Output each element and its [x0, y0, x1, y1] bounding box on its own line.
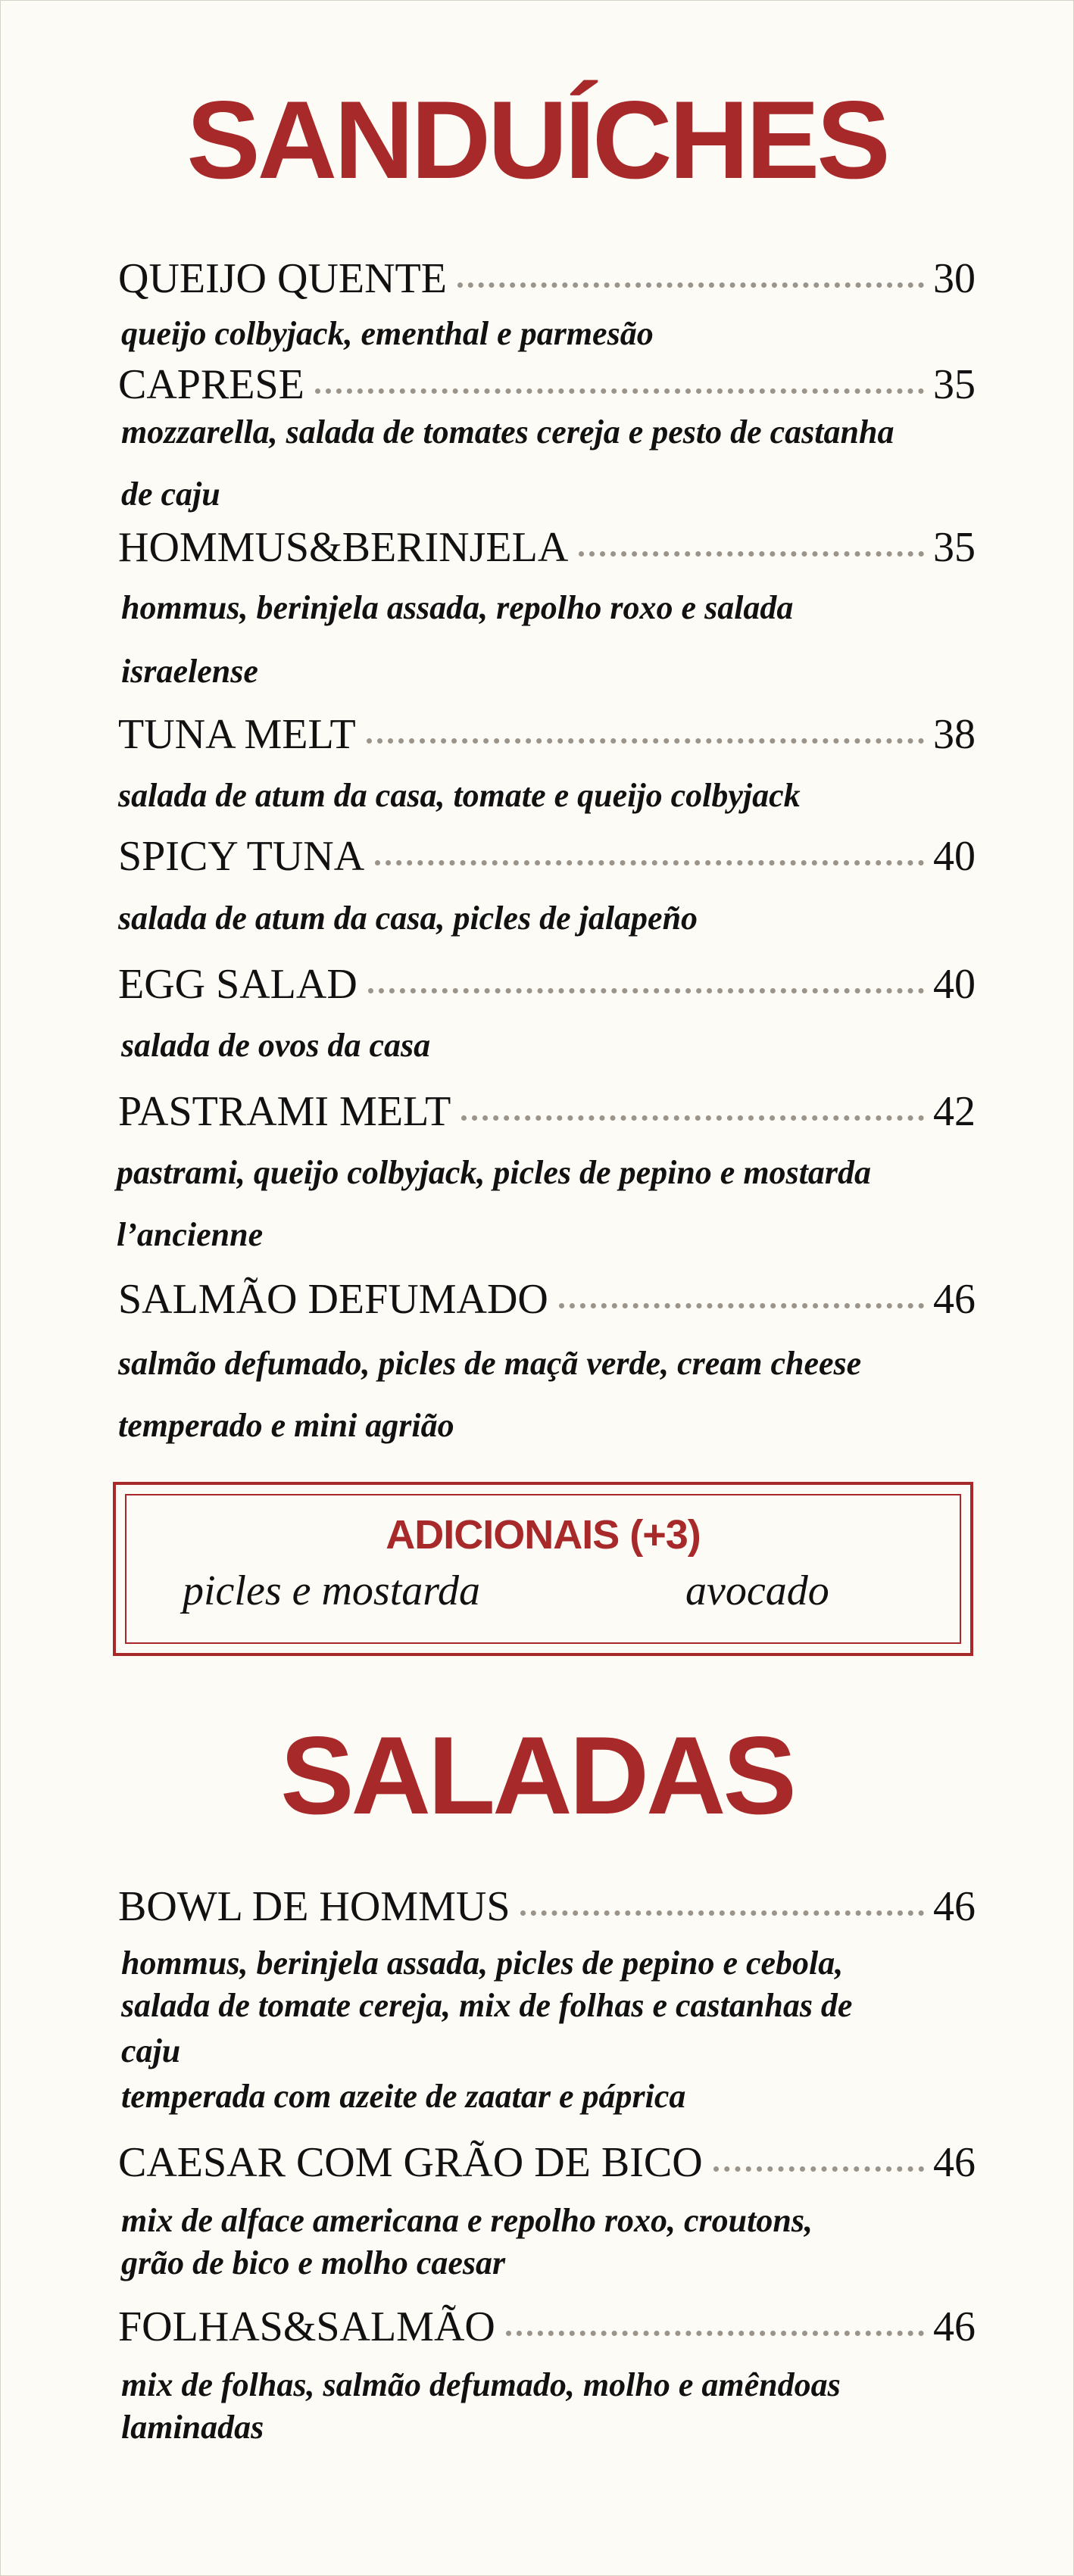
description-line: salada de atum da casa, picles de jalapeño [118, 900, 698, 937]
description-line: temperado e mini agrião [118, 1407, 454, 1444]
dot-leader [713, 2166, 924, 2172]
item-description [121, 1022, 977, 1069]
menu-item-caesar-com-grao-de-bico [118, 2141, 976, 2184]
dot-leader [461, 1115, 924, 1121]
menu-item-salmao-defumado [118, 1278, 976, 1321]
description-line: laminadas [121, 2409, 264, 2446]
description-line: hommus, berinjela assada, repolho roxo e salada [121, 589, 794, 626]
menu-item-tuna-melt [118, 713, 976, 756]
item-description [121, 2200, 977, 2284]
menu-item-pastrami-melt [118, 1090, 976, 1133]
item-name: SPICY TUNA [118, 833, 365, 880]
menu-item-bowl-de-hommus [118, 1885, 976, 1928]
dot-leader [457, 282, 924, 288]
item-name: SALMÃO DEFUMADO [118, 1276, 548, 1323]
item-name: BOWL DE HOMMUS [118, 1883, 510, 1930]
menu-item-queijo-quente [118, 257, 976, 300]
item-price: 40 [933, 833, 976, 880]
dot-leader [506, 2331, 924, 2336]
item-price: 42 [933, 1088, 976, 1135]
item-price: 40 [933, 961, 976, 1008]
item-price: 46 [933, 2303, 976, 2350]
item-name: EGG SALAD [118, 961, 357, 1008]
description-line: l’ancienne [117, 1216, 264, 1253]
item-description [118, 1340, 974, 1449]
item-description [121, 409, 977, 518]
menu-item-hommus-berinjela [118, 526, 976, 569]
description-line: israelense [121, 653, 258, 690]
description-line: queijo colbyjack, ementhal e parmesão [121, 315, 654, 352]
item-name: CAESAR COM GRÃO DE BICO [118, 2139, 703, 2186]
item-price: 46 [933, 1883, 976, 1930]
item-price: 46 [933, 2139, 976, 2186]
item-price: 35 [933, 361, 976, 408]
dot-leader [559, 1303, 924, 1308]
adicionais-box [113, 1482, 973, 1656]
adicional-item: avocado [685, 1567, 829, 1614]
item-name: TUNA MELT [118, 711, 356, 758]
item-description [118, 772, 974, 819]
dot-leader [579, 551, 924, 557]
menu-item-folhas-salmao [118, 2303, 976, 2350]
dot-leader [315, 388, 924, 394]
item-price: 30 [933, 255, 976, 302]
dot-leader [520, 1910, 924, 1916]
dot-leader [368, 988, 924, 993]
description-line: salada de tomate cereja, mix de folhas e castanhas de [121, 1987, 853, 2024]
item-description [121, 2364, 977, 2449]
description-line: caju [121, 2032, 181, 2069]
item-description [121, 310, 977, 357]
item-price: 35 [933, 524, 976, 571]
item-description [118, 895, 974, 942]
item-price: 38 [933, 711, 976, 758]
adicionais-title: ADICIONAIS (+3) [386, 1512, 701, 1558]
description-line: grão de bico e molho caesar [121, 2244, 506, 2281]
section-title-saladas: SALADAS [280, 1714, 794, 1837]
item-description [121, 1942, 977, 2118]
menu-item-caprese [118, 363, 976, 406]
adicional-item: picles e mostarda [183, 1567, 480, 1614]
description-line: temperada com azeite de zaatar e páprica [121, 2078, 686, 2115]
description-line: pastrami, queijo colbyjack, picles de pepino e mostarda [117, 1154, 872, 1191]
description-line: mix de folhas, salmão defumado, molho e amêndoas [121, 2366, 841, 2403]
description-line: salada de atum da casa, tomate e queijo colbyjack [118, 777, 801, 814]
item-name: FOLHAS&SALMÃO [118, 2303, 495, 2350]
menu-item-egg-salad [118, 963, 976, 1006]
item-name: QUEIJO QUENTE [118, 255, 447, 302]
item-name: HOMMUS&BERINJELA [118, 524, 569, 571]
item-price: 46 [933, 1276, 976, 1323]
description-line: mozzarella, salada de tomates cereja e pesto de castanha [121, 413, 894, 451]
item-description [117, 1149, 973, 1258]
dot-leader [367, 738, 924, 744]
description-line: salada de ovos da casa [121, 1027, 431, 1064]
item-name: CAPRESE [118, 361, 304, 408]
description-line: mix de alface americana e repolho roxo, croutons, [121, 2202, 813, 2239]
menu-item-spicy-tuna [118, 835, 976, 878]
description-line: de caju [121, 476, 220, 513]
description-line: hommus, berinjela assada, picles de pepino e cebola, [121, 1944, 844, 1982]
item-description [121, 585, 977, 695]
description-line: salmão defumado, picles de maçã verde, cream cheese [118, 1345, 862, 1382]
section-title-sanduiches: SANDUÍCHES [186, 78, 888, 201]
item-name: PASTRAMI MELT [118, 1088, 451, 1135]
dot-leader [375, 860, 924, 865]
